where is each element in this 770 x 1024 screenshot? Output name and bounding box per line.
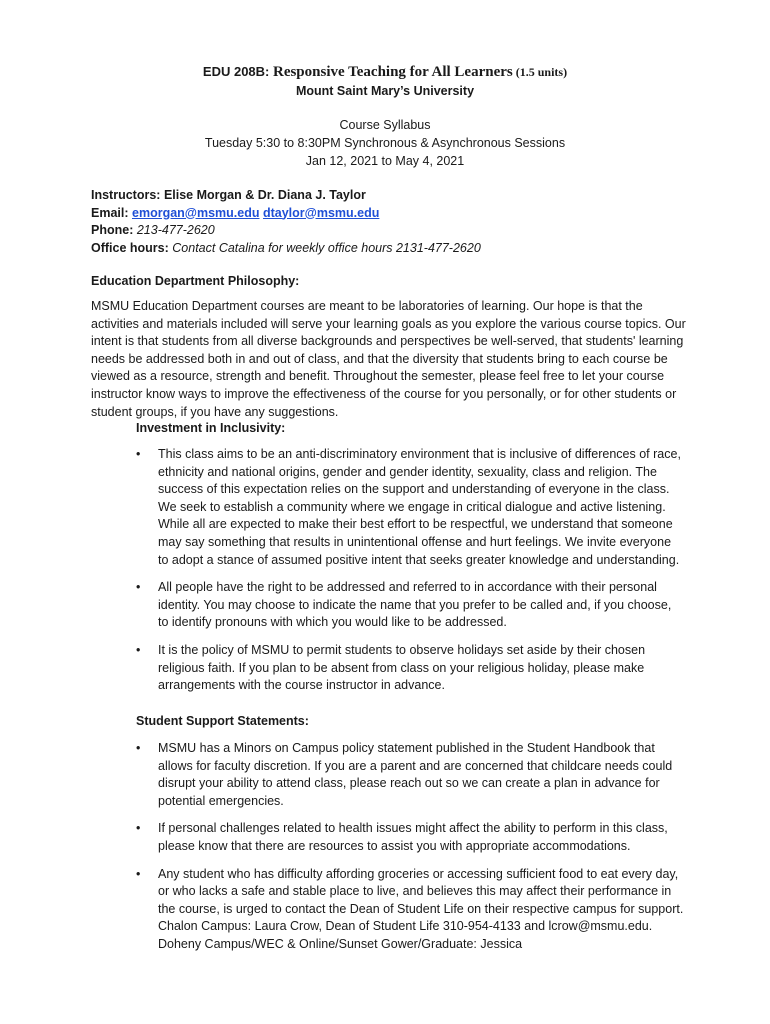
list-item — [136, 642, 684, 695]
bullet-icon: • — [136, 741, 141, 755]
bullet-icon: • — [136, 866, 141, 881]
instructors-line — [91, 187, 481, 205]
phone-label: Phone: — [91, 223, 137, 237]
support-list — [136, 740, 684, 954]
instructors-label: Instructors: — [91, 188, 164, 202]
list-item — [136, 740, 684, 810]
list-item-text: This class aims to be an anti-discriminatory environment that is inclusive of differences of race, ethnicity and national origins, gender and gender identity, sexuality, class and religion. The success of this expectation relies on the support and understanding of everyone in the class. We seek to establish a community where we engage in critical dialogue and active listening. While all are expected to make their best effort to be respectful, we understand that someone may say something that results in unintentional offense and hurt feelings. We invite everyone to adopt a stance of assumed positive intent that seeks greater knowledge and understanding. — [158, 447, 681, 567]
bullet-icon: • — [136, 580, 141, 595]
list-item-text: All people have the right to be addressed and referred to in accordance with their personal identity. You may choose to indicate the name that you prefer to be called and, if you choose, to identify pronouns with which you would like to be addressed. — [158, 580, 672, 630]
bullet-icon: • — [136, 642, 141, 657]
list-item-text: It is the policy of MSMU to permit students to observe holidays set aside by their chosen religious faith. If you plan to be absent from class on your religious holiday, please make arrangements with the course instructor in advance. — [158, 642, 646, 693]
office-hours-value: Contact Catalina for weekly office hours 2131-477-2620 — [172, 240, 481, 255]
list-item-text: MSMU has a Minors on Campus policy statement published in the Student Handbook that allows for faculty discretion. If you are a parent and are concerned that childcare needs could disrupt your ability to attend class, please reach out so we can create a plan in advance for potential emergencies. — [158, 741, 673, 808]
course-units: (1.5 units) — [512, 65, 568, 79]
philosophy-heading: Education Department Philosophy: — [91, 274, 300, 288]
university-name: Mount Saint Mary’s University — [295, 84, 475, 98]
bullet-icon: • — [136, 447, 141, 461]
office-hours-line — [91, 240, 481, 258]
schedule: Tuesday 5:30 to 8:30PM Synchronous & Asynchronous Sessions — [204, 136, 566, 150]
list-item-text: Any student who has difficulty affording groceries or accessing sufficient food to eat every day, or who lacks a safe and stable place to live, and believes this may affect their performance in the course, is urged to contact the Dean of Student Life on their respective campus for support. Chalon Campus: Laura Crow, Dean of Student Life 310-954-4133 and lcrow@msmu.edu. Doheny Campus/WEC & Online/Sunset Gower/Graduate: Jessica — [158, 866, 684, 951]
philosophy-paragraph: MSMU Education Department courses are meant to be laboratories of learning. Our hope is that the activities and materials included will serve your learning goals as you explore the various course topics. Our intent is that students from all diverse backgrounds and perspectives be well-served, that students' learning needs be addressed both in and out of class, and that the diversity that students bring to each course be viewed as a resource, strength and benefit. Throughout the semester, please feel free to let your course instructor know ways to improve the effectiveness of the course for you personally, or for other students or student groups, if you have any suggestions. — [91, 299, 686, 419]
course-code: EDU 208B: — [202, 64, 273, 79]
list-item — [136, 446, 684, 569]
email-line — [91, 205, 481, 223]
instructors-value: Elise Morgan & Dr. Diana J. Taylor — [163, 188, 366, 202]
phone-value: 213-477-2620 — [136, 223, 215, 237]
email-label: Email: — [91, 205, 132, 220]
support-heading: Student Support Statements: — [136, 714, 309, 728]
inclusivity-list — [136, 446, 684, 695]
email-link-morgan[interactable]: emorgan@msmu.edu — [132, 205, 260, 220]
bullet-icon: • — [136, 821, 141, 836]
course-name: Responsive Teaching for All Learners — [272, 64, 513, 80]
course-title — [0, 64, 770, 81]
date-range: Jan 12, 2021 to May 4, 2021 — [305, 154, 465, 168]
list-item — [136, 866, 684, 954]
office-hours-label: Office hours: — [91, 240, 173, 255]
email-link-taylor[interactable]: dtaylor@msmu.edu — [262, 205, 380, 220]
list-item — [136, 820, 684, 855]
list-item-text: If personal challenges related to health issues might affect the ability to perform in this class, please know that there are resources to assist you with appropriate accommodations. — [158, 821, 668, 853]
phone-line — [91, 222, 481, 240]
list-item — [136, 579, 684, 632]
instructor-info — [91, 187, 481, 257]
inclusivity-heading: Investment in Inclusivity: — [136, 421, 286, 435]
doc-type: Course Syllabus — [339, 118, 431, 132]
